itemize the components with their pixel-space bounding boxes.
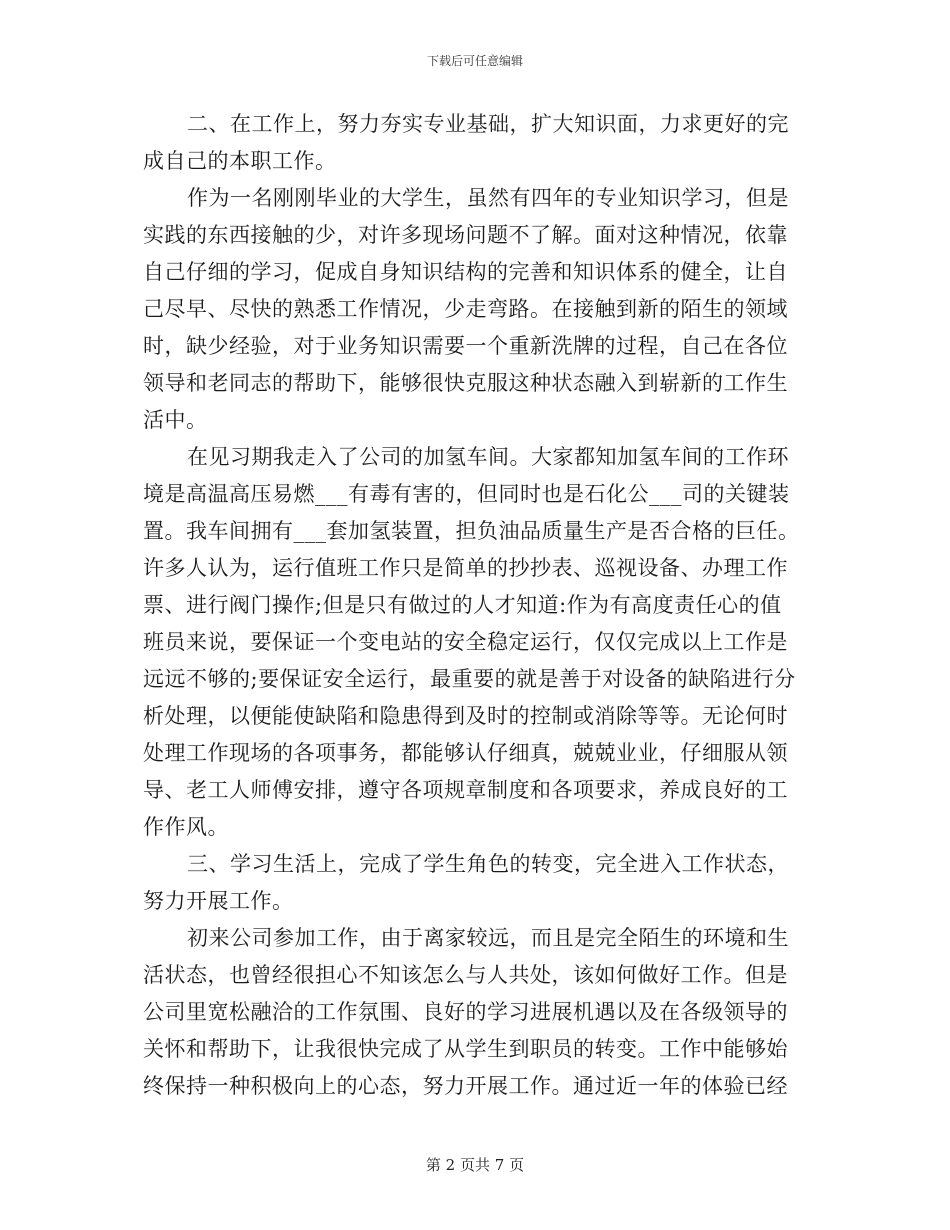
text-line: 初来公司参加工作，由于离家较远，而且是完全陌生的环境和生 (187, 926, 789, 950)
document-body (143, 106, 803, 1105)
paragraph (143, 920, 803, 1105)
text-line: 终保持一种积极向上的心态，努力开展工作。通过近一年的体验已经 (143, 1074, 788, 1098)
text-line: 导、老工人师傅安排，遵守各项规章制度和各项要求，养成良好的工 (143, 778, 788, 802)
text-line: 作作风。 (143, 815, 229, 839)
text-line: 己尽早、尽快的熟悉工作情况，少走弯路。在接触到新的陌生的领域 (143, 297, 788, 321)
text-line: 努力开展工作。 (143, 889, 294, 913)
text-line: 票、进行阀门操作;但是只有做过的人才知道:作为有高度责任心的值 (143, 593, 782, 617)
text-line: 二、在工作上，努力夯实专业基础，扩大知识面，力求更好的完 (187, 112, 789, 136)
page-footer: 第 2 页共 7 页 (425, 1156, 525, 1174)
text-line: 活状态，也曾经很担心不知该怎么与人共处，该如何做好工作。但是 (143, 963, 788, 987)
text-line: 时，缺少经验，对于业务知识需要一个重新洗牌的过程，自己在各位 (143, 334, 788, 358)
text-line: 析处理，以便能使缺陷和隐患得到及时的控制或消除等等。无论何时 (143, 704, 788, 728)
text-line: 关怀和帮助下，让我很快完成了从学生到职员的转变。工作中能够始 (143, 1037, 788, 1061)
paragraph (143, 180, 803, 439)
text-line: 在见习期我走入了公司的加氢车间。大家都知加氢车间的工作环 (187, 445, 789, 469)
text-line: 班员来说，要保证一个变电站的安全稳定运行，仅仅完成以上工作是 (143, 630, 788, 654)
paragraph (143, 846, 803, 920)
text-line: 远远不够的;要保证安全运行，最重要的就是善于对设备的缺陷进行分 (143, 667, 796, 691)
text-line: 三、学习生活上，完成了学生角色的转变，完全进入工作状态， (187, 852, 789, 876)
text-line: 置。我车间拥有___套加氢装置，担负油品质量生产是否合格的巨任。 (143, 519, 800, 543)
text-line: 活中。 (143, 408, 208, 432)
paragraph (143, 439, 803, 846)
text-line: 公司里宽松融洽的工作氛围、良好的学习进展机遇以及在各级领导的 (143, 1000, 788, 1024)
text-line: 成自己的本职工作。 (143, 149, 337, 173)
text-line: 境是高温高压易燃___有毒有害的，但同时也是石化公___司的关键装 (143, 482, 790, 506)
text-line: 许多人认为，运行值班工作只是简单的抄抄表、巡视设备、办理工作 (143, 556, 788, 580)
text-line: 实践的东西接触的少，对许多现场问题不了解。面对这种情况，依靠 (143, 223, 788, 247)
text-line: 处理工作现场的各项事务，都能够认仔细真，兢兢业业，仔细服从领 (143, 741, 788, 765)
text-line: 作为一名刚刚毕业的大学生，虽然有四年的专业知识学习，但是 (187, 186, 789, 210)
text-line: 自己仔细的学习，促成自身知识结构的完善和知识体系的健全，让自 (143, 260, 788, 284)
paragraph (143, 106, 803, 180)
text-line: 领导和老同志的帮助下，能够很快克服这种状态融入到崭新的工作生 (143, 371, 788, 395)
page-header: 下载后可任意编辑 (426, 54, 523, 68)
